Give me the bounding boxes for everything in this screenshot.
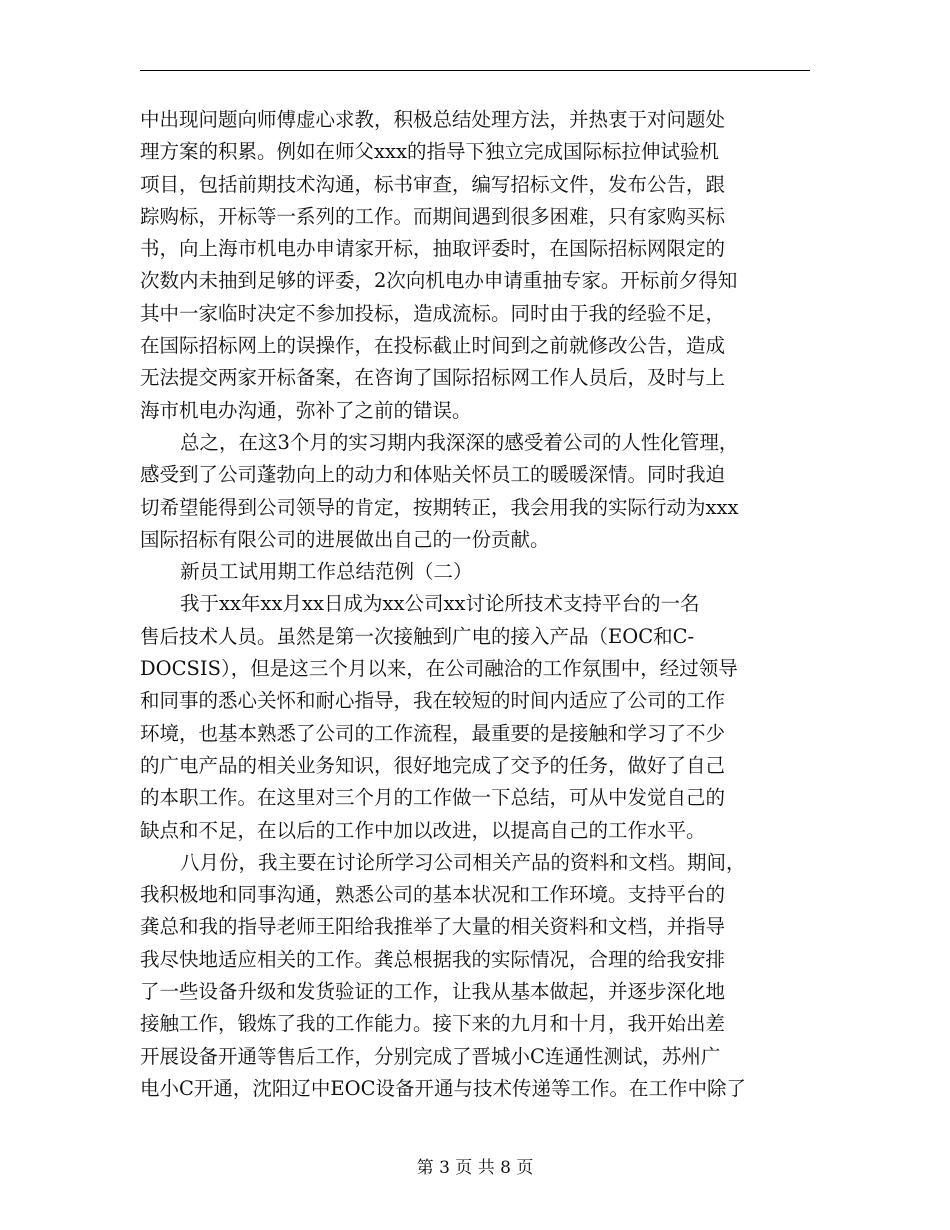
paragraph-4-line-5: 环境，也基本熟悉了公司的工作流程，最重要的是接触和学习了不少	[140, 721, 726, 745]
paragraph-4-line-7: 的本职工作。在这里对三个月的工作做一下总结，可从中发觉自己的	[140, 786, 726, 810]
header-rule	[140, 70, 810, 71]
paragraph-3-line-1: 新员工试用期工作总结范例（二）	[180, 560, 473, 584]
paragraph-1-line-3: 项目，包括前期技术沟通，标书审查，编写招标文件，发布公告，跟	[140, 172, 726, 196]
paragraph-1-line-1: 中出现问题向师傅虚心求教，积极总结处理方法，并热衷于对问题处	[140, 108, 726, 131]
paragraph-5-line-1: 八月份，我主要在讨论所学习公司相关产品的资料和文档。期间，	[180, 850, 746, 874]
paragraph-1-line-8: 在国际招标网上的误操作，在投标截止时间到之前就修改公告，造成	[140, 334, 726, 358]
paragraph-1-line-2: 理方案的积累。例如在师父xxx的指导下独立完成国际标拉伸试验机	[140, 140, 719, 164]
paragraph-1-line-7: 其中一家临时决定不参加投标，造成流标。同时由于我的经验不足，	[140, 301, 726, 325]
document-body	[140, 104, 810, 1105]
paragraph-4-line-2: 售后技术人员。虽然是第一次接触到广电的接入产品（EOC和C-	[140, 624, 695, 648]
page-footer: 第 3 页 共 8 页	[416, 1158, 534, 1178]
paragraph-1-line-5: 书，向上海市机电办申请家开标，抽取评委时，在国际招标网限定的	[140, 237, 726, 261]
paragraph-5-line-3: 龚总和我的指导老师王阳给我推举了大量的相关资料和文档，并指导	[140, 915, 726, 939]
paragraph-1-line-4: 踪购标，开标等一系列的工作。而期间遇到很多困难，只有家购买标	[140, 204, 726, 228]
paragraph-5-line-7: 开展设备开通等售后工作，分别完成了晋城小C连通性测试，苏州广	[140, 1044, 721, 1068]
paragraph-5-line-2: 我积极地和同事沟通，熟悉公司的基本状况和工作环境。支持平台的	[140, 883, 726, 907]
paragraph-4-line-1: 我于xx年xx月xx日成为xx公司xx讨论所技术支持平台的一名	[180, 592, 700, 616]
paragraph-2-line-1: 总之，在这3个月的实习期内我深深的感受着公司的人性化管理，	[180, 430, 739, 454]
paragraph-5-line-4: 我尽快地适应相关的工作。龚总根据我的实际情况，合理的给我安排	[140, 947, 726, 971]
paragraph-5-line-6: 接触工作，锻炼了我的工作能力。接下来的九月和十月，我开始出差	[140, 1012, 726, 1036]
paragraph-2-line-4: 国际招标有限公司的进展做出自己的一份贡献。	[140, 527, 550, 551]
paragraph-4-line-6: 的广电产品的相关业务知识，很好地完成了交予的任务，做好了自己	[140, 753, 726, 777]
paragraph-1-line-9: 无法提交两家开标备案，在咨询了国际招标网工作人员后，及时与上	[140, 366, 726, 390]
paragraph-1-line-10: 海市机电办沟通，弥补了之前的错误。	[140, 398, 472, 422]
paragraph-2-line-3: 切希望能得到公司领导的肯定，按期转正，我会用我的实际行动为xxx	[140, 495, 739, 519]
paragraph-4-line-4: 和同事的悉心关怀和耐心指导，我在较短的时间内适应了公司的工作	[140, 689, 726, 713]
paragraph-1-line-6: 次数内未抽到足够的评委，2次向机电办申请重抽专家。开标前夕得知	[140, 269, 738, 293]
paragraph-4-line-3: DOCSIS），但是这三个月以来，在公司融洽的工作氛围中，经过领导	[140, 657, 738, 681]
paragraph-5-line-5: 了一些设备升级和发货验证的工作，让我从基本做起，并逐步深化地	[140, 980, 726, 1004]
paragraph-4-line-8: 缺点和不足，在以后的工作中加以改进，以提高自己的工作水平。	[140, 818, 706, 842]
paragraph-2-line-2: 感受到了公司蓬勃向上的动力和体贴关怀员工的暖暖深情。同时我迫	[140, 463, 726, 487]
paragraph-5-line-8: 电小C开通，沈阳辽中EOC设备开通与技术传递等工作。在工作中除了	[140, 1076, 747, 1100]
